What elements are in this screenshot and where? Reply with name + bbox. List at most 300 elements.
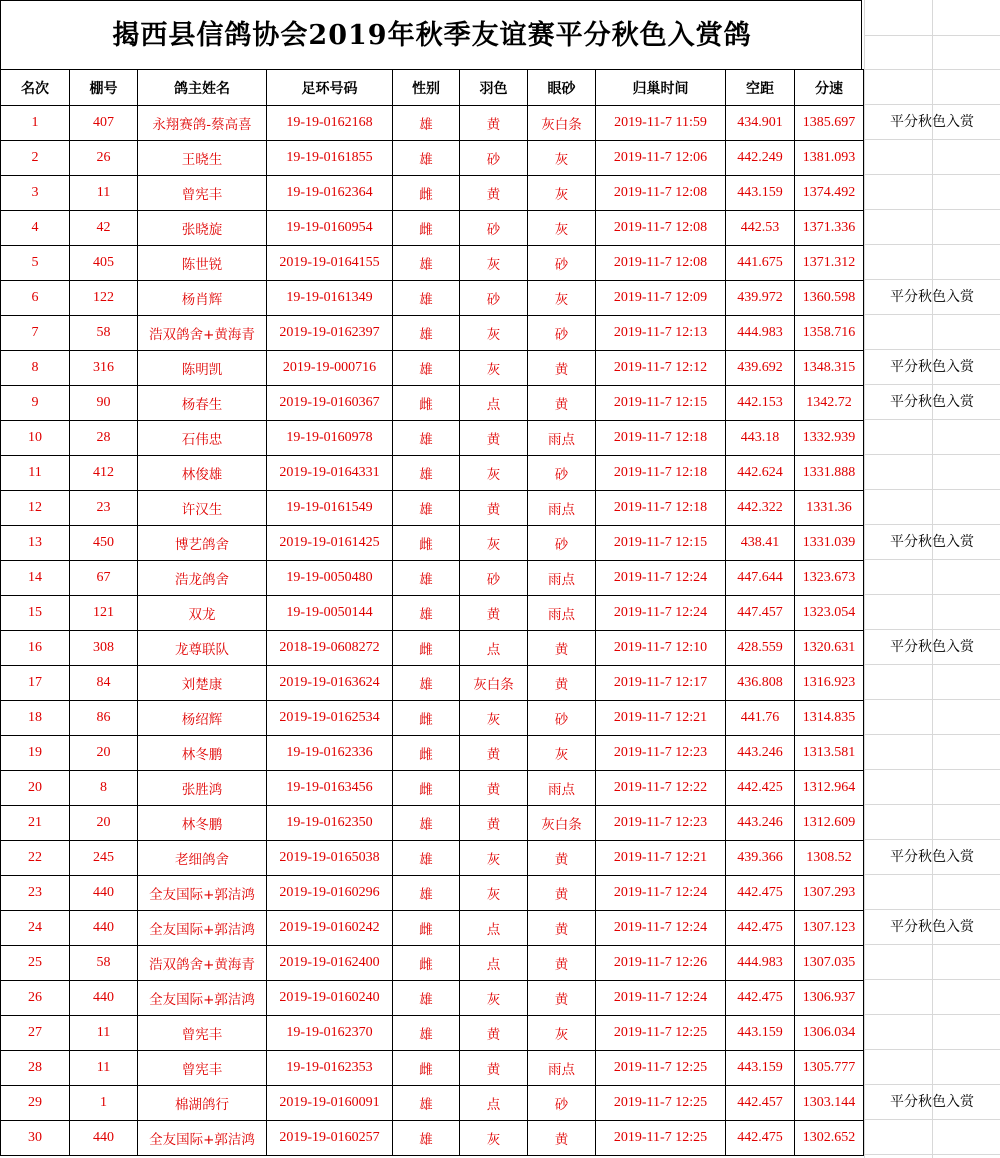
cell-sex[interactable]: 雄 xyxy=(393,1086,460,1121)
cell-rank[interactable]: 24 xyxy=(1,911,70,946)
cell-distance[interactable]: 439.972 xyxy=(726,281,795,316)
cell-owner[interactable]: 林俊雄 xyxy=(138,456,267,491)
cell-rank[interactable]: 30 xyxy=(1,1121,70,1156)
cell-owner[interactable]: 陈明凯 xyxy=(138,351,267,386)
cell-ring[interactable]: 19-19-0160978 xyxy=(267,421,393,456)
cell-ring[interactable]: 2019-19-0160240 xyxy=(267,981,393,1016)
cell-eye[interactable]: 黄 xyxy=(528,981,596,1016)
cell-speed[interactable]: 1307.035 xyxy=(795,946,864,981)
cell-time[interactable]: 2019-11-7 12:18 xyxy=(596,456,726,491)
cell-owner[interactable]: 永翔赛鸽-蔡高喜 xyxy=(138,106,267,141)
cell-sex[interactable]: 雄 xyxy=(393,876,460,911)
cell-sex[interactable]: 雌 xyxy=(393,176,460,211)
cell-ring[interactable]: 2019-19-0164331 xyxy=(267,456,393,491)
cell-owner[interactable]: 王晓生 xyxy=(138,141,267,176)
award-note[interactable]: 平分秋色入赏 xyxy=(890,639,974,655)
cell-loft[interactable]: 58 xyxy=(70,946,138,981)
award-note[interactable] xyxy=(864,315,1000,350)
cell-time[interactable]: 2019-11-7 12:25 xyxy=(596,1121,726,1156)
cell-speed[interactable]: 1313.581 xyxy=(795,736,864,771)
cell-loft[interactable]: 440 xyxy=(70,876,138,911)
award-note[interactable] xyxy=(864,595,1000,630)
cell-owner[interactable]: 刘楚康 xyxy=(138,666,267,701)
award-note[interactable] xyxy=(864,1120,1000,1155)
cell-distance[interactable]: 441.675 xyxy=(726,246,795,281)
cell-speed[interactable]: 1312.964 xyxy=(795,771,864,806)
cell-rank[interactable]: 27 xyxy=(1,1016,70,1051)
cell-distance[interactable]: 447.457 xyxy=(726,596,795,631)
cell-eye[interactable]: 砂 xyxy=(528,246,596,281)
cell-owner[interactable]: 全友国际+郭洁鸿 xyxy=(138,1121,267,1156)
cell-sex[interactable]: 雄 xyxy=(393,561,460,596)
cell-plumage[interactable]: 灰白条 xyxy=(460,666,528,701)
award-note[interactable] xyxy=(864,700,1000,735)
cell-ring[interactable]: 19-19-0163456 xyxy=(267,771,393,806)
cell-owner[interactable]: 陈世锐 xyxy=(138,246,267,281)
cell-speed[interactable]: 1348.315 xyxy=(795,351,864,386)
cell-time[interactable]: 2019-11-7 12:17 xyxy=(596,666,726,701)
cell-plumage[interactable]: 黄 xyxy=(460,106,528,141)
cell-rank[interactable]: 10 xyxy=(1,421,70,456)
cell-loft[interactable]: 67 xyxy=(70,561,138,596)
cell-eye[interactable]: 灰 xyxy=(528,141,596,176)
cell-owner[interactable]: 张晓旋 xyxy=(138,211,267,246)
cell-owner[interactable]: 曾宪丰 xyxy=(138,176,267,211)
cell-time[interactable]: 2019-11-7 12:24 xyxy=(596,596,726,631)
cell-ring[interactable]: 19-19-0050144 xyxy=(267,596,393,631)
cell-speed[interactable]: 1303.144 xyxy=(795,1086,864,1121)
cell-sex[interactable]: 雄 xyxy=(393,596,460,631)
award-note[interactable] xyxy=(864,875,1000,910)
cell-owner[interactable]: 浩双鸽舍+黄海青 xyxy=(138,316,267,351)
cell-owner[interactable]: 全友国际+郭洁鸿 xyxy=(138,876,267,911)
cell-plumage[interactable]: 黄 xyxy=(460,1051,528,1086)
cell-loft[interactable]: 28 xyxy=(70,421,138,456)
cell-rank[interactable]: 2 xyxy=(1,141,70,176)
cell-eye[interactable]: 砂 xyxy=(528,456,596,491)
award-note[interactable] xyxy=(864,560,1000,595)
cell-eye[interactable]: 灰 xyxy=(528,1016,596,1051)
cell-rank[interactable]: 28 xyxy=(1,1051,70,1086)
cell-eye[interactable]: 灰白条 xyxy=(528,106,596,141)
cell-eye[interactable]: 黄 xyxy=(528,841,596,876)
cell-speed[interactable]: 1312.609 xyxy=(795,806,864,841)
cell-eye[interactable]: 黄 xyxy=(528,666,596,701)
cell-ring[interactable]: 2019-19-0160091 xyxy=(267,1086,393,1121)
cell-ring[interactable]: 2019-19-000716 xyxy=(267,351,393,386)
cell-rank[interactable]: 15 xyxy=(1,596,70,631)
cell-distance[interactable]: 443.159 xyxy=(726,1016,795,1051)
col-header-speed[interactable]: 分速 xyxy=(795,70,864,106)
cell-distance[interactable]: 434.901 xyxy=(726,106,795,141)
cell-speed[interactable]: 1306.937 xyxy=(795,981,864,1016)
cell-eye[interactable]: 黄 xyxy=(528,351,596,386)
cell-loft[interactable]: 8 xyxy=(70,771,138,806)
cell-ring[interactable]: 19-19-0162168 xyxy=(267,106,393,141)
cell-distance[interactable]: 444.983 xyxy=(726,316,795,351)
cell-eye[interactable]: 雨点 xyxy=(528,596,596,631)
cell-time[interactable]: 2019-11-7 12:25 xyxy=(596,1016,726,1051)
cell-sex[interactable]: 雄 xyxy=(393,281,460,316)
cell-plumage[interactable]: 灰 xyxy=(460,246,528,281)
cell-rank[interactable]: 8 xyxy=(1,351,70,386)
cell-time[interactable]: 2019-11-7 12:24 xyxy=(596,981,726,1016)
cell-sex[interactable]: 雄 xyxy=(393,351,460,386)
cell-distance[interactable]: 443.246 xyxy=(726,806,795,841)
cell-sex[interactable]: 雌 xyxy=(393,1051,460,1086)
cell-time[interactable]: 2019-11-7 12:10 xyxy=(596,631,726,666)
award-note[interactable]: 平分秋色入赏 xyxy=(890,1094,974,1110)
cell-loft[interactable]: 58 xyxy=(70,316,138,351)
cell-owner[interactable]: 双龙 xyxy=(138,596,267,631)
cell-loft[interactable]: 121 xyxy=(70,596,138,631)
cell-plumage[interactable]: 灰 xyxy=(460,316,528,351)
cell-distance[interactable]: 443.159 xyxy=(726,176,795,211)
cell-owner[interactable]: 浩双鸽舍+黄海青 xyxy=(138,946,267,981)
cell-eye[interactable]: 灰白条 xyxy=(528,806,596,841)
col-header-distance[interactable]: 空距 xyxy=(726,70,795,106)
cell-plumage[interactable]: 黄 xyxy=(460,491,528,526)
cell-rank[interactable]: 5 xyxy=(1,246,70,281)
cell-eye[interactable]: 灰 xyxy=(528,211,596,246)
col-header-plumage[interactable]: 羽色 xyxy=(460,70,528,106)
cell-speed[interactable]: 1381.093 xyxy=(795,141,864,176)
cell-rank[interactable]: 4 xyxy=(1,211,70,246)
cell-loft[interactable]: 11 xyxy=(70,176,138,211)
cell-distance[interactable]: 436.808 xyxy=(726,666,795,701)
title-cell[interactable] xyxy=(0,0,862,69)
cell-ring[interactable]: 2019-19-0160296 xyxy=(267,876,393,911)
cell-sex[interactable]: 雄 xyxy=(393,421,460,456)
cell-plumage[interactable]: 点 xyxy=(460,946,528,981)
cell-distance[interactable]: 442.53 xyxy=(726,211,795,246)
cell-time[interactable]: 2019-11-7 11:59 xyxy=(596,106,726,141)
cell-speed[interactable]: 1331.039 xyxy=(795,526,864,561)
cell-plumage[interactable]: 点 xyxy=(460,386,528,421)
cell-time[interactable]: 2019-11-7 12:12 xyxy=(596,351,726,386)
cell-owner[interactable]: 曾宪丰 xyxy=(138,1016,267,1051)
cell-sex[interactable]: 雌 xyxy=(393,631,460,666)
cell-time[interactable]: 2019-11-7 12:06 xyxy=(596,141,726,176)
award-note[interactable] xyxy=(864,420,1000,455)
cell-time[interactable]: 2019-11-7 12:26 xyxy=(596,946,726,981)
cell-time[interactable]: 2019-11-7 12:08 xyxy=(596,211,726,246)
cell-ring[interactable]: 2018-19-0608272 xyxy=(267,631,393,666)
cell-ring[interactable]: 19-19-0050480 xyxy=(267,561,393,596)
col-header-eye[interactable]: 眼砂 xyxy=(528,70,596,106)
award-note[interactable] xyxy=(864,805,1000,840)
cell-plumage[interactable]: 砂 xyxy=(460,211,528,246)
cell-sex[interactable]: 雄 xyxy=(393,456,460,491)
cell-distance[interactable]: 442.475 xyxy=(726,876,795,911)
cell-time[interactable]: 2019-11-7 12:15 xyxy=(596,386,726,421)
cell-time[interactable]: 2019-11-7 12:09 xyxy=(596,281,726,316)
cell-plumage[interactable]: 灰 xyxy=(460,701,528,736)
cell-time[interactable]: 2019-11-7 12:15 xyxy=(596,526,726,561)
cell-sex[interactable]: 雌 xyxy=(393,771,460,806)
cell-sex[interactable]: 雌 xyxy=(393,946,460,981)
cell-distance[interactable]: 443.159 xyxy=(726,1051,795,1086)
cell-speed[interactable]: 1342.72 xyxy=(795,386,864,421)
cell-owner[interactable]: 杨肖辉 xyxy=(138,281,267,316)
cell-ring[interactable]: 2019-19-0162400 xyxy=(267,946,393,981)
cell-eye[interactable]: 雨点 xyxy=(528,421,596,456)
cell-eye[interactable]: 黄 xyxy=(528,876,596,911)
cell-distance[interactable]: 441.76 xyxy=(726,701,795,736)
cell-distance[interactable]: 442.249 xyxy=(726,141,795,176)
award-note[interactable]: 平分秋色入赏 xyxy=(890,849,974,865)
cell-time[interactable]: 2019-11-7 12:18 xyxy=(596,421,726,456)
award-note[interactable]: 平分秋色入赏 xyxy=(890,394,974,410)
award-note[interactable] xyxy=(864,245,1000,280)
cell-distance[interactable]: 442.457 xyxy=(726,1086,795,1121)
cell-owner[interactable]: 全友国际+郭洁鸿 xyxy=(138,981,267,1016)
award-note[interactable] xyxy=(864,735,1000,770)
cell-distance[interactable]: 442.475 xyxy=(726,981,795,1016)
cell-ring[interactable]: 2019-19-0160367 xyxy=(267,386,393,421)
cell-speed[interactable]: 1308.52 xyxy=(795,841,864,876)
cell-loft[interactable]: 1 xyxy=(70,1086,138,1121)
cell-speed[interactable]: 1306.034 xyxy=(795,1016,864,1051)
cell-time[interactable]: 2019-11-7 12:22 xyxy=(596,771,726,806)
cell-owner[interactable]: 杨春生 xyxy=(138,386,267,421)
cell-loft[interactable]: 440 xyxy=(70,1121,138,1156)
cell-speed[interactable]: 1307.293 xyxy=(795,876,864,911)
cell-speed[interactable]: 1360.598 xyxy=(795,281,864,316)
award-note[interactable] xyxy=(864,1015,1000,1050)
cell-eye[interactable]: 黄 xyxy=(528,631,596,666)
cell-ring[interactable]: 2019-19-0160242 xyxy=(267,911,393,946)
cell-sex[interactable]: 雄 xyxy=(393,1121,460,1156)
cell-plumage[interactable]: 黄 xyxy=(460,176,528,211)
cell-loft[interactable]: 405 xyxy=(70,246,138,281)
cell-plumage[interactable]: 灰 xyxy=(460,351,528,386)
cell-distance[interactable]: 439.692 xyxy=(726,351,795,386)
cell-distance[interactable]: 439.366 xyxy=(726,841,795,876)
award-note[interactable] xyxy=(864,140,1000,175)
award-note[interactable] xyxy=(864,455,1000,490)
cell-rank[interactable]: 22 xyxy=(1,841,70,876)
cell-speed[interactable]: 1358.716 xyxy=(795,316,864,351)
cell-speed[interactable]: 1331.888 xyxy=(795,456,864,491)
cell-rank[interactable]: 1 xyxy=(1,106,70,141)
cell-time[interactable]: 2019-11-7 12:23 xyxy=(596,806,726,841)
cell-speed[interactable]: 1320.631 xyxy=(795,631,864,666)
cell-rank[interactable]: 17 xyxy=(1,666,70,701)
cell-distance[interactable]: 442.624 xyxy=(726,456,795,491)
cell-eye[interactable]: 雨点 xyxy=(528,561,596,596)
cell-speed[interactable]: 1305.777 xyxy=(795,1051,864,1086)
cell-ring[interactable]: 19-19-0161855 xyxy=(267,141,393,176)
cell-sex[interactable]: 雄 xyxy=(393,1016,460,1051)
cell-ring[interactable]: 2019-19-0160257 xyxy=(267,1121,393,1156)
cell-loft[interactable]: 308 xyxy=(70,631,138,666)
cell-distance[interactable]: 442.475 xyxy=(726,911,795,946)
cell-speed[interactable]: 1371.312 xyxy=(795,246,864,281)
cell-ring[interactable]: 19-19-0162353 xyxy=(267,1051,393,1086)
cell-speed[interactable]: 1331.36 xyxy=(795,491,864,526)
cell-owner[interactable]: 张胜鸿 xyxy=(138,771,267,806)
award-note[interactable]: 平分秋色入赏 xyxy=(890,534,974,550)
cell-speed[interactable]: 1302.652 xyxy=(795,1121,864,1156)
cell-speed[interactable]: 1374.492 xyxy=(795,176,864,211)
cell-rank[interactable]: 14 xyxy=(1,561,70,596)
award-note[interactable]: 平分秋色入赏 xyxy=(890,114,974,130)
cell-loft[interactable]: 440 xyxy=(70,911,138,946)
cell-loft[interactable]: 90 xyxy=(70,386,138,421)
cell-ring[interactable]: 19-19-0162350 xyxy=(267,806,393,841)
col-header-sex[interactable]: 性别 xyxy=(393,70,460,106)
cell-sex[interactable]: 雄 xyxy=(393,491,460,526)
cell-loft[interactable]: 84 xyxy=(70,666,138,701)
cell-loft[interactable]: 412 xyxy=(70,456,138,491)
cell-plumage[interactable]: 砂 xyxy=(460,561,528,596)
cell-ring[interactable]: 19-19-0160954 xyxy=(267,211,393,246)
cell-time[interactable]: 2019-11-7 12:08 xyxy=(596,246,726,281)
cell-rank[interactable]: 16 xyxy=(1,631,70,666)
cell-eye[interactable]: 雨点 xyxy=(528,491,596,526)
cell-owner[interactable]: 林冬鹏 xyxy=(138,736,267,771)
col-header-owner[interactable]: 鸽主姓名 xyxy=(138,70,267,106)
award-note[interactable] xyxy=(864,175,1000,210)
cell-distance[interactable]: 443.246 xyxy=(726,736,795,771)
cell-rank[interactable]: 21 xyxy=(1,806,70,841)
cell-rank[interactable]: 23 xyxy=(1,876,70,911)
cell-eye[interactable]: 灰 xyxy=(528,736,596,771)
cell-speed[interactable]: 1307.123 xyxy=(795,911,864,946)
cell-distance[interactable]: 442.153 xyxy=(726,386,795,421)
cell-speed[interactable]: 1371.336 xyxy=(795,211,864,246)
cell-sex[interactable]: 雄 xyxy=(393,246,460,281)
cell-ring[interactable]: 2019-19-0162397 xyxy=(267,316,393,351)
cell-speed[interactable]: 1385.697 xyxy=(795,106,864,141)
award-note[interactable] xyxy=(864,210,1000,245)
cell-eye[interactable]: 砂 xyxy=(528,1086,596,1121)
award-note[interactable] xyxy=(864,770,1000,805)
cell-time[interactable]: 2019-11-7 12:24 xyxy=(596,876,726,911)
cell-sex[interactable]: 雄 xyxy=(393,841,460,876)
cell-rank[interactable]: 26 xyxy=(1,981,70,1016)
cell-plumage[interactable]: 黄 xyxy=(460,1016,528,1051)
cell-rank[interactable]: 19 xyxy=(1,736,70,771)
cell-loft[interactable]: 245 xyxy=(70,841,138,876)
cell-sex[interactable]: 雌 xyxy=(393,526,460,561)
cell-loft[interactable]: 23 xyxy=(70,491,138,526)
cell-eye[interactable]: 灰 xyxy=(528,281,596,316)
cell-owner[interactable]: 棉湖鸽行 xyxy=(138,1086,267,1121)
award-note[interactable] xyxy=(864,980,1000,1015)
cell-plumage[interactable]: 黄 xyxy=(460,771,528,806)
cell-ring[interactable]: 19-19-0162336 xyxy=(267,736,393,771)
cell-sex[interactable]: 雌 xyxy=(393,911,460,946)
cell-plumage[interactable]: 灰 xyxy=(460,841,528,876)
cell-distance[interactable]: 447.644 xyxy=(726,561,795,596)
cell-time[interactable]: 2019-11-7 12:23 xyxy=(596,736,726,771)
cell-plumage[interactable]: 灰 xyxy=(460,526,528,561)
cell-time[interactable]: 2019-11-7 12:18 xyxy=(596,491,726,526)
cell-speed[interactable]: 1332.939 xyxy=(795,421,864,456)
award-note[interactable] xyxy=(864,1050,1000,1085)
cell-rank[interactable]: 13 xyxy=(1,526,70,561)
cell-distance[interactable]: 444.983 xyxy=(726,946,795,981)
cell-plumage[interactable]: 黄 xyxy=(460,806,528,841)
cell-plumage[interactable]: 砂 xyxy=(460,141,528,176)
cell-sex[interactable]: 雌 xyxy=(393,211,460,246)
award-note[interactable] xyxy=(864,945,1000,980)
cell-plumage[interactable]: 灰 xyxy=(460,981,528,1016)
cell-eye[interactable]: 黄 xyxy=(528,911,596,946)
cell-rank[interactable]: 7 xyxy=(1,316,70,351)
cell-owner[interactable]: 博艺鸽舍 xyxy=(138,526,267,561)
cell-ring[interactable]: 2019-19-0164155 xyxy=(267,246,393,281)
cell-ring[interactable]: 19-19-0161349 xyxy=(267,281,393,316)
cell-sex[interactable]: 雄 xyxy=(393,806,460,841)
cell-speed[interactable]: 1314.835 xyxy=(795,701,864,736)
cell-owner[interactable]: 浩龙鸽舍 xyxy=(138,561,267,596)
cell-rank[interactable]: 18 xyxy=(1,701,70,736)
cell-rank[interactable]: 9 xyxy=(1,386,70,421)
cell-owner[interactable]: 老细鸽舍 xyxy=(138,841,267,876)
cell-time[interactable]: 2019-11-7 12:25 xyxy=(596,1051,726,1086)
cell-loft[interactable]: 440 xyxy=(70,981,138,1016)
cell-owner[interactable]: 林冬鹏 xyxy=(138,806,267,841)
cell-sex[interactable]: 雄 xyxy=(393,981,460,1016)
cell-loft[interactable]: 407 xyxy=(70,106,138,141)
cell-time[interactable]: 2019-11-7 12:24 xyxy=(596,561,726,596)
cell-rank[interactable]: 20 xyxy=(1,771,70,806)
cell-plumage[interactable]: 灰 xyxy=(460,1121,528,1156)
cell-eye[interactable]: 砂 xyxy=(528,526,596,561)
cell-distance[interactable]: 442.425 xyxy=(726,771,795,806)
cell-sex[interactable]: 雄 xyxy=(393,106,460,141)
cell-sex[interactable]: 雌 xyxy=(393,701,460,736)
cell-rank[interactable]: 11 xyxy=(1,456,70,491)
cell-sex[interactable]: 雌 xyxy=(393,386,460,421)
cell-rank[interactable]: 29 xyxy=(1,1086,70,1121)
cell-sex[interactable]: 雌 xyxy=(393,736,460,771)
cell-time[interactable]: 2019-11-7 12:25 xyxy=(596,1086,726,1121)
cell-eye[interactable]: 黄 xyxy=(528,386,596,421)
cell-owner[interactable]: 全友国际+郭洁鸿 xyxy=(138,911,267,946)
cell-distance[interactable]: 428.559 xyxy=(726,631,795,666)
cell-time[interactable]: 2019-11-7 12:24 xyxy=(596,911,726,946)
cell-ring[interactable]: 19-19-0162364 xyxy=(267,176,393,211)
cell-loft[interactable]: 450 xyxy=(70,526,138,561)
col-header-rank[interactable]: 名次 xyxy=(1,70,70,106)
cell-distance[interactable]: 438.41 xyxy=(726,526,795,561)
cell-eye[interactable]: 黄 xyxy=(528,946,596,981)
cell-plumage[interactable]: 灰 xyxy=(460,876,528,911)
cell-plumage[interactable]: 灰 xyxy=(460,456,528,491)
cell-ring[interactable]: 2019-19-0165038 xyxy=(267,841,393,876)
cell-speed[interactable]: 1323.673 xyxy=(795,561,864,596)
cell-loft[interactable]: 316 xyxy=(70,351,138,386)
cell-rank[interactable]: 12 xyxy=(1,491,70,526)
cell-eye[interactable]: 雨点 xyxy=(528,771,596,806)
cell-loft[interactable]: 26 xyxy=(70,141,138,176)
award-note[interactable]: 平分秋色入赏 xyxy=(890,359,974,375)
cell-eye[interactable]: 砂 xyxy=(528,701,596,736)
cell-eye[interactable]: 黄 xyxy=(528,1121,596,1156)
cell-plumage[interactable]: 黄 xyxy=(460,736,528,771)
award-note[interactable]: 平分秋色入赏 xyxy=(890,289,974,305)
cell-plumage[interactable]: 黄 xyxy=(460,421,528,456)
cell-sex[interactable]: 雄 xyxy=(393,141,460,176)
cell-eye[interactable]: 雨点 xyxy=(528,1051,596,1086)
award-note[interactable] xyxy=(864,665,1000,700)
cell-rank[interactable]: 3 xyxy=(1,176,70,211)
cell-loft[interactable]: 20 xyxy=(70,806,138,841)
